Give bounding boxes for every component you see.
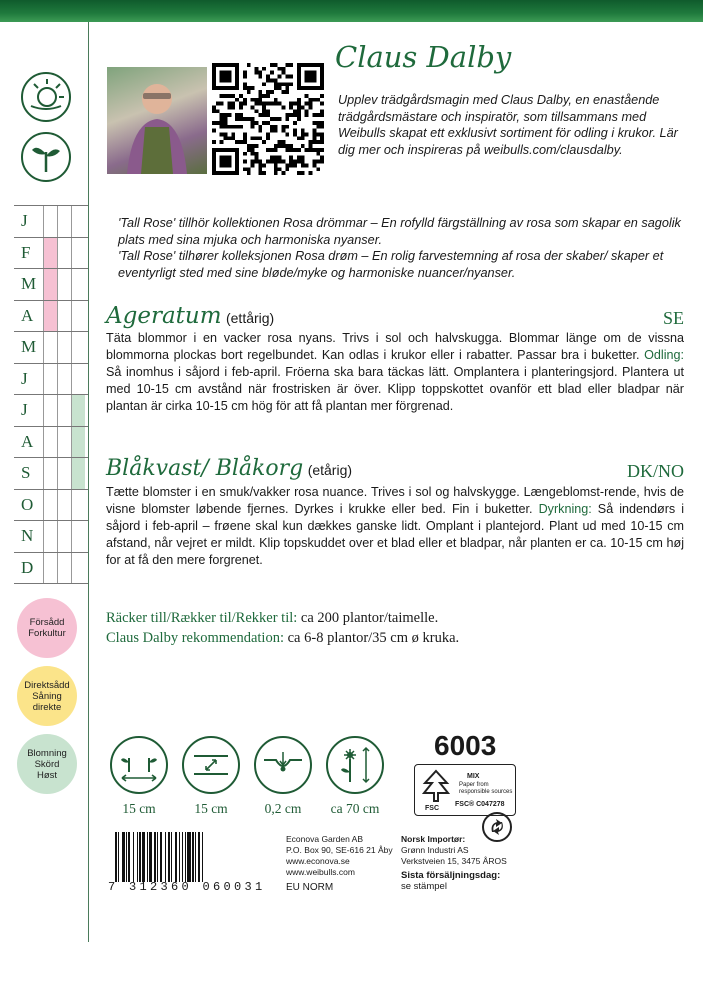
fsc-tree-icon xyxy=(421,769,451,803)
calendar-month-row xyxy=(14,457,88,489)
calendar-cell xyxy=(71,332,85,363)
dk-grow-label: Dyrkning: xyxy=(538,501,592,516)
calendar-month-row xyxy=(14,268,88,300)
calendar-month-label: M xyxy=(21,337,37,356)
calendar-month-label: J xyxy=(21,368,28,388)
fsc-code: FSC® C047278 xyxy=(455,801,505,808)
calendar-cell xyxy=(57,301,71,332)
badge-blomning xyxy=(17,734,77,794)
calendar-cell xyxy=(71,364,85,395)
dk-heading xyxy=(106,456,684,481)
calendar-month-row xyxy=(14,552,88,585)
fsc-line1: Paper from xyxy=(459,782,489,788)
se-text2: Så inomhus i såjord i feb-april. Fröerna ska bara täckas lätt. Omplantera i planteringsjord. Plantera ut med 10-15 cm avstånd när frostrisken är över. Klipp toppskottet ovanför ett blad eller bladpar när plantan är cirka 10-15 cm hög för att få plantan mer förgrenad. xyxy=(106,364,684,413)
calendar-month-label: S xyxy=(21,463,31,482)
calendar-month-label: M xyxy=(21,274,37,293)
calendar-cell xyxy=(57,364,71,395)
calendar-month-row xyxy=(14,489,88,521)
calendar-cell xyxy=(71,521,85,552)
calendar-cell xyxy=(43,521,57,552)
barcode xyxy=(115,832,271,882)
spec-value: 15 cm xyxy=(122,801,156,816)
importer-address: Verkstveien 15, 3475 ÅROS xyxy=(401,856,507,866)
last-sale-block xyxy=(401,870,500,892)
calendar-month-label: A xyxy=(21,431,34,451)
fsc-desc xyxy=(459,782,515,796)
calendar-cell xyxy=(43,301,57,332)
fsc-mix: MIX xyxy=(467,773,480,780)
se-text1: Täta blommor i en vacker rosa nyans. Trivs i sol och halvskugga. Blommar länge om de vissna blommorna plockas bort regelbundet. Kan odlas i krukor eller i rabatter. Passar bra i buketter. xyxy=(106,331,684,362)
company-address: P.O. Box 90, SE-616 21 Åby xyxy=(286,845,393,855)
claus-dalby-photo xyxy=(107,67,207,174)
calendar-cell xyxy=(57,553,71,584)
se-annual: (ettårig) xyxy=(225,310,275,326)
calendar-cell xyxy=(43,364,57,395)
badge-label: Försådd Forkultur xyxy=(28,617,66,639)
sowing-calendar xyxy=(14,205,88,584)
qr-code[interactable] xyxy=(212,63,324,175)
sun-icon xyxy=(21,72,71,122)
calendar-month-row xyxy=(14,520,88,552)
calendar-month-label: J xyxy=(21,211,28,230)
calendar-cell xyxy=(57,206,71,237)
company-block xyxy=(286,834,393,878)
last-sale-label: Sista försäljningsdag: xyxy=(401,870,501,881)
dk-text2: Så indendørs i såjord i feb-april – frøene skal kun dækkes ganske lidt. Omplant i plantejord. Plant ud med 10-15 cm afstand, når vejret er mildt. Klip topskuddet over et blad eller et bladpar, når planten er ca. 10-15 cm høj for at få den mere forgrenet. xyxy=(106,501,685,567)
calendar-cell xyxy=(57,427,71,458)
calendar-month-label: A xyxy=(21,305,34,325)
calendar-cell xyxy=(71,427,85,458)
rec-value: ca 6-8 plantor/35 cm ø kruka. xyxy=(287,630,460,646)
calendar-cell xyxy=(57,458,71,489)
calendar-cell xyxy=(71,238,85,269)
calendar-cell xyxy=(43,427,57,458)
calendar-cell xyxy=(43,269,57,300)
calendar-month-row xyxy=(14,300,88,332)
calendar-cell xyxy=(57,490,71,521)
company-name: Econova Garden AB xyxy=(286,834,364,844)
importer-label: Norsk Importør: xyxy=(401,834,466,844)
fsc-logo-text: FSC xyxy=(425,805,439,812)
signature: Claus Dalby xyxy=(335,40,512,74)
calendar-cell xyxy=(43,490,57,521)
calendar-month-row xyxy=(14,331,88,363)
badge-label: Direktsådd Såning direkte xyxy=(24,679,70,713)
calendar-month-label: N xyxy=(21,526,34,545)
calendar-month-label: O xyxy=(21,494,34,514)
barcode-bar xyxy=(203,832,206,882)
calendar-month-label: J xyxy=(21,400,28,419)
calendar-month-label: D xyxy=(21,557,34,577)
yield-label: Räcker till/Rækker til/Rekker til: xyxy=(106,610,298,626)
se-lang: SE xyxy=(662,308,684,328)
calendar-cell xyxy=(57,238,71,269)
collection-se: 'Tall Rose' tillhör kollektionen Rosa drömmar – En rofylld färgställning av rosa som skapar en sagolik plats med sina mjuka och harmoniska nyanser. xyxy=(118,216,681,247)
article-number: 6003 xyxy=(434,730,497,761)
calendar-cell xyxy=(71,269,85,300)
calendar-month-row xyxy=(14,426,88,458)
calendar-cell xyxy=(43,553,57,584)
calendar-cell xyxy=(57,269,71,300)
rec-label: Claus Dalby rekommendation: xyxy=(106,630,284,646)
calendar-cell xyxy=(43,458,57,489)
calendar-cell xyxy=(71,395,85,426)
recommendation-line xyxy=(106,630,459,647)
last-sale-value: se stämpel xyxy=(401,881,447,892)
spec-value: ca 70 cm xyxy=(330,801,380,816)
calendar-cell xyxy=(43,206,57,237)
dk-description xyxy=(106,484,684,569)
calendar-month-row xyxy=(14,363,88,395)
fsc-label xyxy=(414,764,516,816)
spec-value: 0,2 cm xyxy=(264,801,302,816)
intro-text: Upplev trädgårdsmagin med Claus Dalby, en enastående trädgårdsmästare och inspiratör, som tillsammans med Weibulls skapat ett exklusivt sortiment för odling i krukor. Lär dig mer och inspireras på weibulls.com/clausdalby. xyxy=(338,93,678,157)
barcode-digits: 7 312360 060031 xyxy=(108,880,266,894)
side-divider xyxy=(88,22,89,942)
calendar-cell xyxy=(71,206,85,237)
plant-height-icon xyxy=(326,736,384,794)
recycling-icon xyxy=(482,812,512,842)
calendar-cell xyxy=(71,458,85,489)
dk-annual: (etårig) xyxy=(307,462,353,478)
calendar-cell xyxy=(71,553,85,584)
calendar-month-row xyxy=(14,237,88,269)
badge-label: Blomning Skörd Høst xyxy=(27,747,67,781)
calendar-cell xyxy=(43,238,57,269)
plant-spacing-icon xyxy=(182,736,240,794)
dk-title: Blåkvast/ Blåkorg xyxy=(106,456,304,481)
calendar-cell xyxy=(71,301,85,332)
se-description xyxy=(106,330,684,415)
yield-line xyxy=(106,610,438,627)
dk-lang: DK/NO xyxy=(627,461,684,481)
calendar-cell xyxy=(71,490,85,521)
company-web2[interactable]: www.weibulls.com xyxy=(286,867,355,877)
spec-value: 15 cm xyxy=(194,801,228,816)
yield-value: ca 200 plantor/taimelle. xyxy=(300,610,439,626)
sprout-icon xyxy=(21,132,71,182)
calendar-cell xyxy=(57,521,71,552)
importer-name: Grønn Industri AS xyxy=(401,845,469,855)
collection-dk: 'Tall Rose' tilhører kolleksjonen Rosa drøm – En rolig farvestemning af rosa der skaber/ skaper et eventyrligt sted med sine bløde/myke og harmoniske nuancer/nyanser. xyxy=(118,249,664,280)
se-grow-label: Odling: xyxy=(644,347,684,362)
calendar-month-row xyxy=(14,394,88,426)
calendar-cell xyxy=(57,332,71,363)
calendar-month-row xyxy=(14,205,88,237)
dk-text1: Tætte blomster i en smuk/vakker rosa nuance. Trives i sol og halvskygge. Længeblomst-rende, hvis de visne blomster løbende fjernes. Dyrkes i krukke eller bed. Fin i buketter. xyxy=(106,485,684,516)
company-web1[interactable]: www.econova.se xyxy=(286,856,350,866)
row-spacing-icon xyxy=(110,736,168,794)
calendar-cell xyxy=(43,332,57,363)
eu-norm: EU NORM xyxy=(286,882,334,893)
sowing-depth-icon xyxy=(254,736,312,794)
badge-direktsadd xyxy=(17,666,77,726)
calendar-month-label: F xyxy=(21,242,31,262)
calendar-cell xyxy=(43,395,57,426)
badge-forkultur xyxy=(17,598,77,658)
se-title: Ageratum xyxy=(106,303,222,329)
top-green-band xyxy=(0,0,703,22)
se-heading xyxy=(106,303,684,329)
calendar-cell xyxy=(57,395,71,426)
fsc-line2: responsible sources xyxy=(459,789,513,795)
